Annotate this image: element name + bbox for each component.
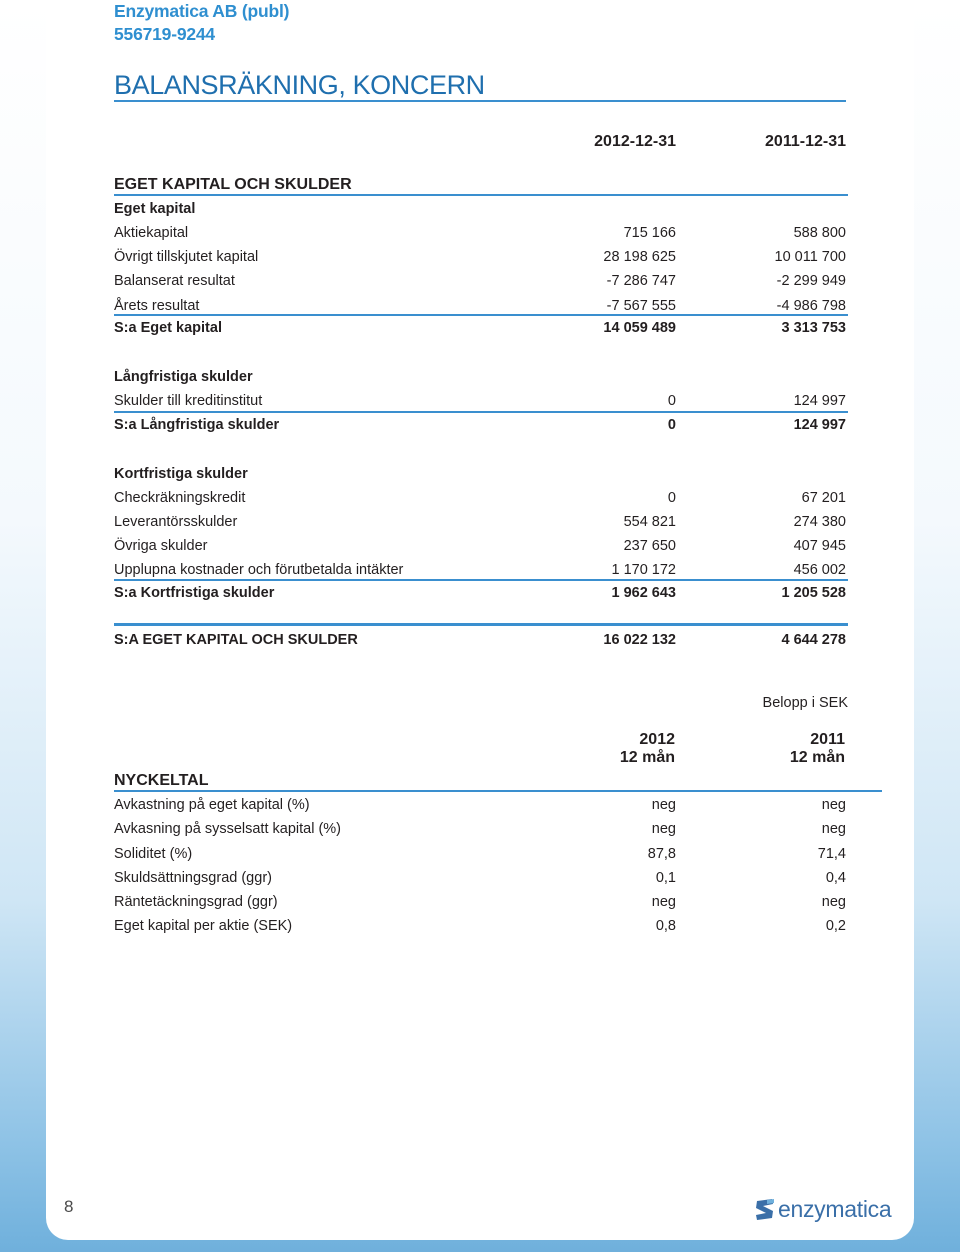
balance-column-headers (114, 130, 846, 154)
row-value-2012: neg (651, 821, 676, 837)
column-period: 12 mån (619, 749, 675, 766)
long-term-heading (114, 365, 846, 389)
row-value-2011: 274 380 (793, 514, 846, 530)
table-row (114, 842, 846, 866)
section-rule (114, 194, 848, 196)
row-value-2012: 28 198 625 (603, 249, 676, 265)
table-row (114, 914, 846, 938)
row-value-2011: 71,4 (817, 846, 846, 862)
row-value-2011: 124 997 (793, 393, 846, 409)
grand-total-row (114, 628, 846, 652)
grand-total-rule (114, 623, 848, 626)
row-value-2012: 0 (667, 417, 676, 433)
row-value-2012: 0 (667, 393, 676, 409)
row-label: Räntetäckningsgrad (ggr) (114, 894, 278, 910)
section-title-label: EGET KAPITAL OCH SKULDER (114, 176, 352, 193)
keyfigures-column-2011 (790, 731, 845, 767)
row-label: Soliditet (%) (114, 846, 193, 862)
row-value-2011: 0,4 (825, 870, 846, 886)
row-value-2011: 456 002 (793, 562, 846, 578)
page-number: 8 (64, 1197, 74, 1216)
company-name: Enzymatica AB (publ) (114, 1, 290, 21)
table-row (114, 510, 846, 534)
row-value-2011: 0,2 (825, 918, 846, 934)
row-value-2012: 0,8 (655, 918, 676, 934)
row-label: S:a Kortfristiga skulder (114, 585, 275, 601)
table-row (114, 534, 846, 558)
long-term-total-row (114, 413, 846, 437)
table-row (114, 817, 846, 841)
table-row (114, 221, 846, 245)
row-value-2012: 0 (667, 490, 676, 506)
row-label: Skulder till kreditinstitut (114, 393, 263, 409)
row-value-2011: -4 986 798 (776, 298, 846, 314)
row-label: Årets resultat (114, 298, 200, 314)
row-value-2012: 554 821 (623, 514, 676, 530)
row-label: S:A EGET KAPITAL OCH SKULDER (114, 632, 358, 648)
row-value-2012: neg (651, 797, 676, 813)
row-value-2012: 0,1 (655, 870, 676, 886)
row-label: S:a Långfristiga skulder (114, 417, 280, 433)
row-value-2011: neg (821, 821, 846, 837)
equity-total-row (114, 316, 846, 340)
table-row (114, 245, 846, 269)
row-value-2012: 87,8 (647, 846, 676, 862)
row-value-2012: 14 059 489 (603, 320, 676, 336)
row-value-2012: -7 567 555 (606, 298, 676, 314)
column-header-2012: 2012-12-31 (594, 133, 676, 150)
row-label: Leverantörsskulder (114, 514, 238, 530)
page-title: BALANSRÄKNING, KONCERN (114, 70, 485, 100)
row-value-2011: -2 299 949 (776, 273, 846, 289)
column-header-2011: 2011-12-31 (765, 133, 846, 150)
row-value-2012: 237 650 (623, 538, 676, 554)
unit-note: Belopp i SEK (762, 695, 848, 711)
keyfigures-heading-label: NYCKELTAL (114, 772, 209, 789)
row-label: Balanserat resultat (114, 273, 235, 289)
table-row (114, 890, 846, 914)
row-value-2011: neg (821, 894, 846, 910)
company-header (114, 0, 289, 46)
row-value-2012: 715 166 (623, 225, 676, 241)
row-label: Avkasning på sysselsatt kapital (%) (114, 821, 342, 837)
row-value-2011: neg (821, 797, 846, 813)
row-value-2012: 16 022 132 (603, 632, 676, 648)
table-row (114, 866, 846, 890)
logo-wordmark: enzymatica (778, 1195, 892, 1222)
row-value-2011: 10 011 700 (774, 249, 846, 265)
enzymatica-logo (754, 1196, 891, 1222)
table-row (114, 269, 846, 293)
keyfigures-column-2012 (620, 731, 675, 767)
row-label: Eget kapital per aktie (SEK) (114, 918, 293, 934)
row-value-2011: 1 205 528 (781, 585, 846, 601)
row-value-2011: 588 800 (793, 225, 846, 241)
row-value-2012: neg (651, 894, 676, 910)
equity-heading-label: Eget kapital (114, 201, 196, 217)
column-period: 12 mån (789, 749, 845, 766)
row-value-2011: 124 997 (793, 417, 846, 433)
equity-heading (114, 197, 846, 221)
org-number: 556719-9244 (114, 24, 215, 44)
table-row (114, 486, 846, 510)
row-value-2011: 3 313 753 (781, 320, 846, 336)
short-term-heading (114, 462, 846, 486)
column-year: 2012 (639, 731, 675, 748)
enzymatica-logo-icon (754, 1197, 776, 1221)
row-label: Övriga skulder (114, 538, 208, 554)
row-label: Övrigt tillskjutet kapital (114, 249, 259, 265)
row-label: Avkastning på eget kapital (%) (114, 797, 310, 813)
title-underline (114, 100, 846, 102)
keyfigures-rule (114, 790, 882, 792)
row-label: Aktiekapital (114, 225, 189, 241)
row-value-2012: 1 962 643 (611, 585, 676, 601)
long-term-heading-label: Långfristiga skulder (114, 369, 253, 385)
row-value-2012: 1 170 172 (611, 562, 676, 578)
table-row (114, 389, 846, 413)
table-row (114, 793, 846, 817)
row-value-2011: 4 644 278 (781, 632, 846, 648)
row-value-2012: -7 286 747 (606, 273, 676, 289)
row-label: S:a Eget kapital (114, 320, 222, 336)
row-label: Skuldsättningsgrad (ggr) (114, 870, 272, 886)
row-value-2011: 67 201 (801, 490, 846, 506)
short-term-heading-label: Kortfristiga skulder (114, 466, 248, 482)
column-year: 2011 (810, 731, 845, 748)
row-label: Checkräkningskredit (114, 490, 246, 506)
row-value-2011: 407 945 (793, 538, 846, 554)
row-label: Upplupna kostnader och förutbetalda intäkter (114, 562, 404, 578)
short-term-total-row (114, 581, 846, 605)
